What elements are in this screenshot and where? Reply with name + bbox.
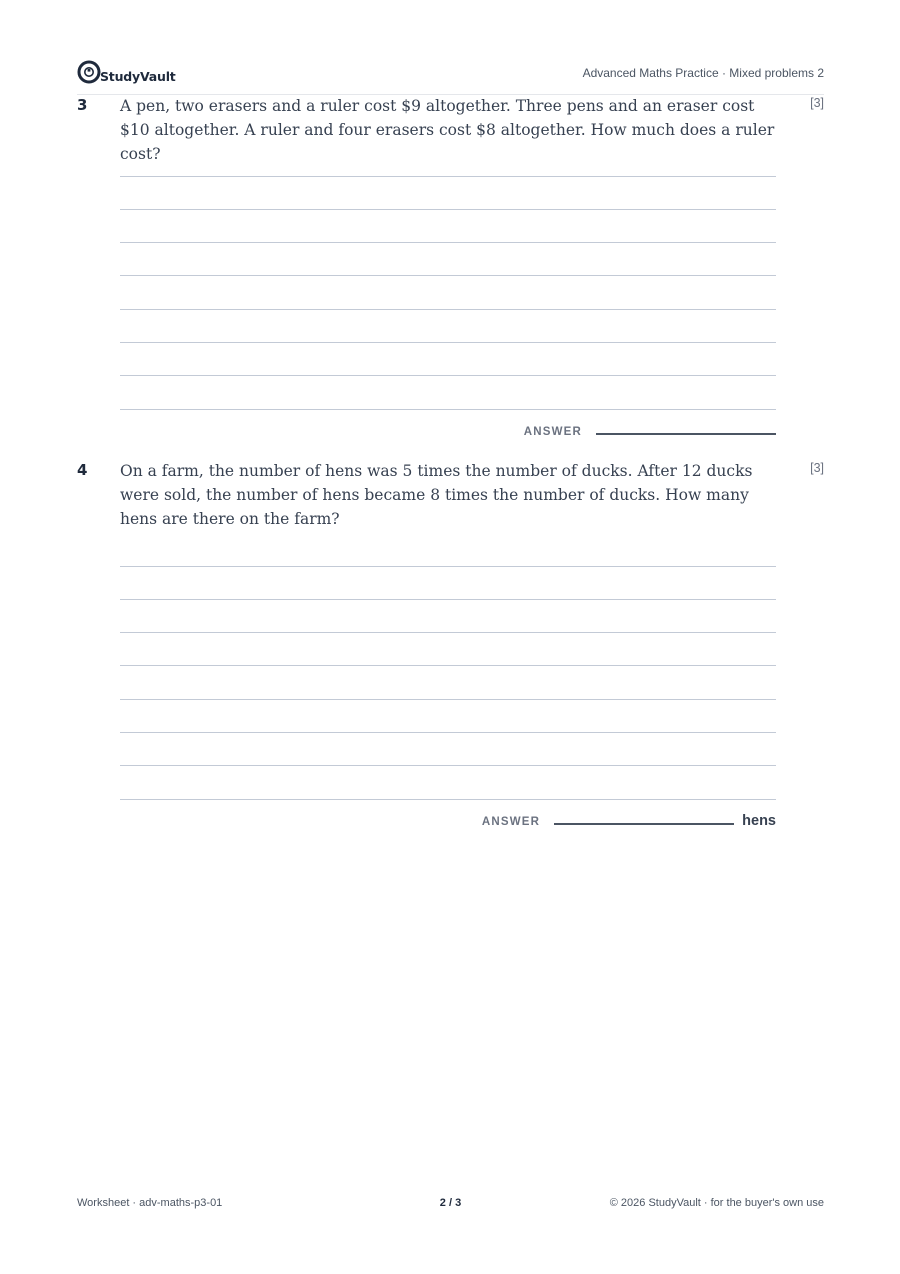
question-text: A pen, two erasers and a ruler cost $9 altogether. Three pens and an eraser cost $10 altogether. A ruler and four erasers cost $8 altogether. How much does a ruler cost? [120, 97, 775, 163]
question-3 [77, 94, 824, 444]
worksheet-id: Worksheet · adv-maths-p3-01 [77, 1197, 223, 1209]
working-line [120, 242, 776, 243]
answer-label: ANSWER [523, 426, 582, 438]
working-line [120, 765, 776, 766]
brand-logo [77, 54, 176, 84]
working-line [120, 209, 776, 210]
answer-field[interactable] [554, 823, 734, 825]
page-footer [77, 1197, 824, 1213]
answer-row [482, 809, 776, 829]
working-line [120, 375, 776, 376]
page-number: 2 / 3 [439, 1197, 462, 1209]
working-lines[interactable] [120, 176, 776, 416]
answer-field[interactable] [596, 433, 776, 435]
working-line [120, 732, 776, 733]
question-number: 4 [77, 461, 88, 479]
brand-name: StudyVault [100, 69, 176, 84]
answer-unit: hens [742, 813, 776, 829]
working-line [120, 699, 776, 700]
question-marks: [3] [810, 96, 824, 110]
working-line [120, 665, 776, 666]
studyvault-logo-icon [77, 60, 101, 84]
working-line [120, 409, 776, 410]
working-lines[interactable] [120, 566, 776, 806]
question-text: On a farm, the number of hens was 5 times the number of ducks. After 12 ducks were sold, the number of hens became 8 times the number of ducks. How many hens are there on the farm? [120, 462, 753, 528]
working-line [120, 599, 776, 600]
working-line [120, 176, 776, 177]
question-marks: [3] [810, 461, 824, 475]
copyright-notice: © 2026 StudyVault · for the buyer's own use [609, 1197, 824, 1209]
question-number: 3 [77, 96, 88, 114]
answer-row [524, 419, 776, 439]
question-4 [77, 459, 824, 839]
page-header [77, 54, 824, 95]
answer-label: ANSWER [481, 816, 541, 828]
worksheet-title: Advanced Maths Practice · Mixed problems 2 [582, 66, 824, 80]
working-line [120, 566, 776, 567]
working-line [120, 632, 776, 633]
working-line [120, 799, 776, 800]
working-line [120, 309, 776, 310]
working-line [120, 342, 776, 343]
working-line [120, 275, 776, 276]
